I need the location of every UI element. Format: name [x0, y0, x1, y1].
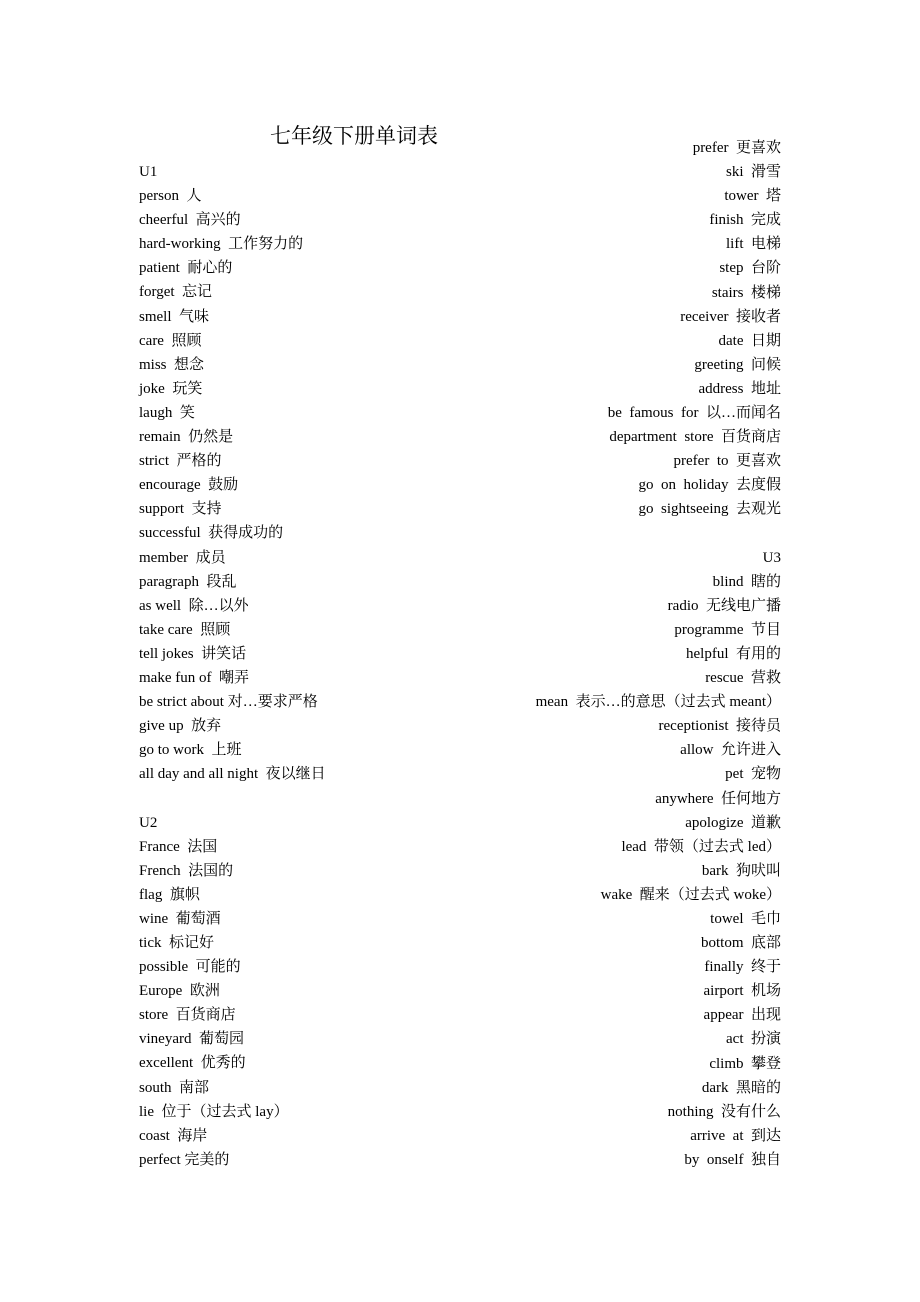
unit-heading: U1: [139, 164, 158, 180]
vocab-entry: person 人: [139, 188, 202, 205]
left-word-column: [139, 160, 326, 1172]
vocab-entry: helpful 有用的: [686, 645, 781, 662]
vocab-entry: bark 狗吠叫: [701, 862, 781, 879]
vocab-entry: rescue 营救: [705, 670, 781, 687]
vocab-entry: ski 滑雪: [725, 164, 781, 181]
vocab-entry: lift 电梯: [726, 236, 781, 253]
vocab-entry: cheerful 高兴的: [139, 212, 241, 229]
vocab-entry: encourage 鼓励: [139, 477, 239, 494]
vocab-entry: smell 气味: [139, 308, 209, 325]
vocab-entry: mean 表示…的意思（过去式 meant）: [535, 694, 781, 711]
vocab-entry: pet 宠物: [725, 766, 781, 783]
vocab-entry: hard-working 工作努力的: [139, 236, 304, 253]
vocab-entry: prefer 更喜欢: [692, 140, 781, 156]
vocab-entry: be famous for 以…而闻名: [607, 405, 781, 422]
vocab-entry: forget 忘记: [139, 284, 213, 301]
vocab-entry: make fun of 嘲弄: [139, 669, 249, 686]
vocab-entry: store 百货商店: [139, 1007, 236, 1024]
vocab-entry: care 照顾: [139, 332, 202, 349]
vocab-entry: perfect 完美的: [139, 1151, 230, 1168]
vocab-entry: strict 严格的: [139, 453, 222, 470]
vocab-entry: receptionist 接待员: [658, 718, 781, 735]
vocab-entry: towel 毛巾: [710, 911, 781, 927]
vocab-entry: remain 仍然是: [139, 429, 234, 446]
vocab-entry: tell jokes 讲笑话: [139, 645, 247, 662]
vocab-entry: act 扮演: [726, 1031, 781, 1048]
vocab-entry: take care 照顾: [139, 621, 231, 638]
vocab-entry: receiver 接收者: [680, 308, 781, 325]
vocab-entry: be strict about 对…要求严格: [139, 694, 318, 711]
blank-line: [139, 786, 326, 810]
vocab-entry: south 南部: [139, 1079, 210, 1096]
vocab-entry: lie 位于（过去式 lay）: [139, 1103, 289, 1120]
vocab-entry: blind 瞎的: [712, 573, 781, 590]
vocab-entry: paragraph 段乱: [139, 573, 237, 590]
vocab-entry: France 法国: [139, 838, 218, 855]
vocab-entry: go sightseeing 去观光: [638, 501, 781, 518]
vocab-entry: go to work 上班: [139, 742, 242, 759]
vocab-entry: radio 无线电广播: [667, 597, 781, 614]
vocab-entry: programme 节目: [674, 621, 781, 638]
vocab-entry: climb 攀登: [709, 1055, 781, 1072]
vocab-entry: vineyard 葡萄园: [139, 1031, 244, 1048]
unit-heading: U2: [139, 814, 158, 831]
vocab-entry: patient 耐心的: [139, 260, 233, 277]
vocab-entry: anywhere 任何地方: [655, 790, 781, 807]
vocab-entry: give up 放弃: [139, 718, 222, 735]
vocab-entry: stairs 楼梯: [711, 284, 781, 301]
vocab-entry: appear 出现: [703, 1007, 781, 1024]
vocab-entry: finish 完成: [709, 212, 781, 229]
vocab-entry: possible 可能的: [139, 959, 241, 976]
vocab-entry: wine 葡萄酒: [139, 910, 221, 927]
vocab-entry: address 地址: [698, 380, 781, 397]
vocab-entry: dark 黑暗的: [701, 1079, 781, 1096]
vocab-entry: member 成员: [139, 549, 226, 566]
vocab-entry: prefer to 更喜欢: [673, 453, 781, 470]
vocab-entry: nothing 没有什么: [667, 1103, 781, 1120]
vocab-entry: airport 机场: [703, 983, 781, 1000]
vocab-entry: finally 终于: [704, 959, 781, 976]
vocab-entry: flag 旗帜: [139, 886, 200, 903]
vocab-entry: lead 带领（过去式 led）: [621, 838, 781, 855]
vocab-entry: joke 玩笑: [139, 380, 203, 397]
vocab-entry: allow 允许进入: [680, 742, 781, 759]
vocab-entry: apologize 道歉: [685, 814, 781, 831]
vocab-entry: French 法国的: [139, 862, 234, 879]
vocab-entry: greeting 问候: [694, 356, 781, 373]
vocab-entry: successful 获得成功的: [139, 525, 284, 542]
unit-heading: U3: [762, 549, 781, 566]
vocab-entry: support 支持: [139, 501, 222, 518]
vocab-entry: coast 海岸: [139, 1127, 208, 1144]
vocab-entry: go on holiday 去度假: [638, 477, 781, 494]
vocab-entry: by onself 独自: [684, 1151, 781, 1168]
vocab-entry: arrive at 到达: [690, 1127, 781, 1144]
vocab-entry: Europe 欧洲: [139, 983, 220, 1000]
vocab-entry: laugh 笑: [139, 404, 195, 421]
right-word-column: [440, 136, 781, 1172]
vocab-entry: tick 标记好: [139, 935, 214, 951]
vocab-entry: all day and all night 夜以继日: [139, 766, 326, 783]
vocab-entry: step 台阶: [719, 260, 781, 277]
vocab-entry: excellent 优秀的: [139, 1055, 246, 1072]
vocab-entry: miss 想念: [139, 356, 205, 373]
vocab-entry: department store 百货商店: [609, 429, 781, 446]
vocab-entry: wake 醒来（过去式 woke）: [600, 886, 781, 903]
vocab-entry: tower 塔: [724, 188, 781, 205]
page-title: 七年级下册单词表: [270, 124, 438, 148]
vocab-entry: as well 除…以外: [139, 597, 249, 614]
vocab-entry: date 日期: [718, 332, 781, 349]
vocab-entry: bottom 底部: [700, 935, 781, 952]
blank-line: [440, 522, 781, 546]
